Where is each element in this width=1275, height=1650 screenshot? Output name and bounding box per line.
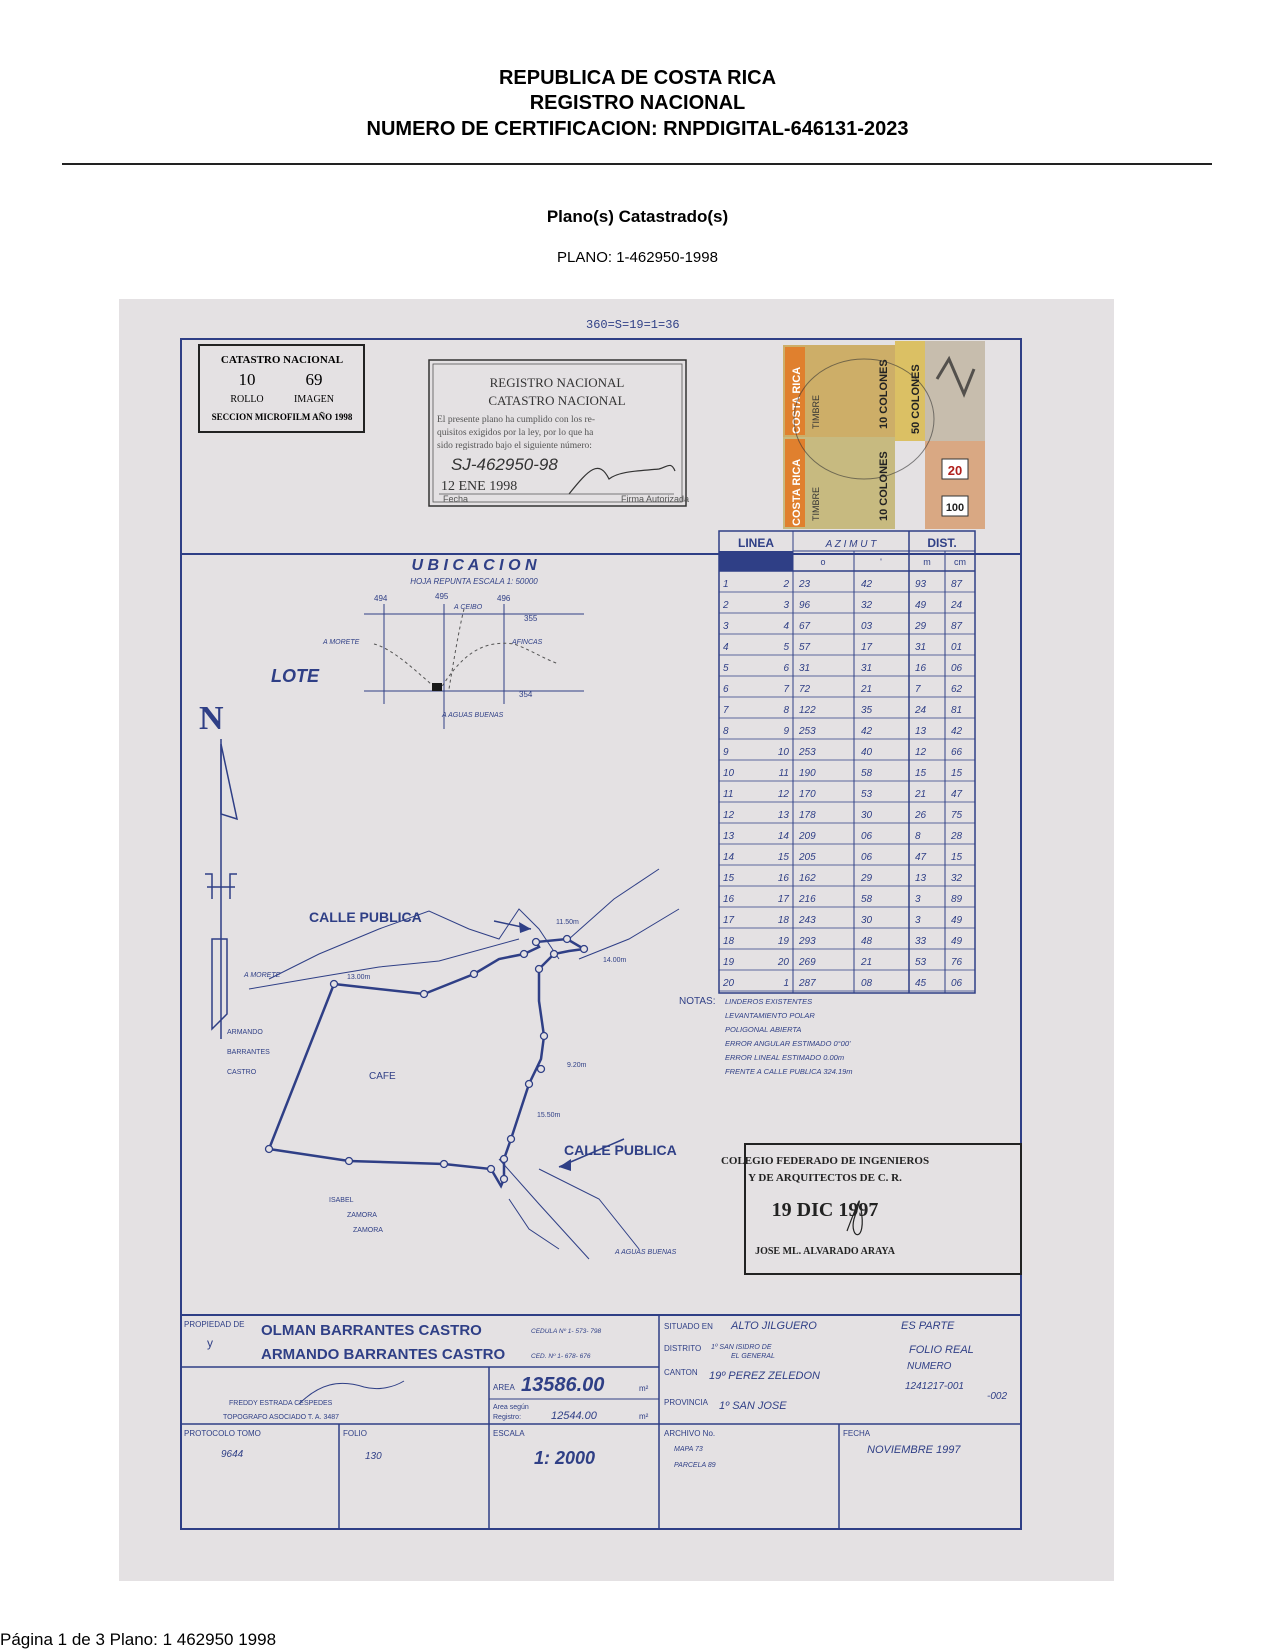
table-cell-to: 9 — [783, 726, 789, 737]
stamp-ten-colones-2: 10 COLONES — [878, 451, 890, 521]
owner-2: ARMANDO BARRANTES CASTRO — [261, 1346, 506, 1363]
stamp-costa-rica-2: COSTA RICA — [791, 458, 803, 526]
stamp-timbre-2: TIMBRE — [811, 486, 821, 521]
table-cell-from: 10 — [723, 768, 735, 779]
table-cell-m: 33 — [915, 936, 927, 947]
grid-355: 355 — [524, 614, 538, 623]
catastro-stamp — [199, 345, 364, 432]
registro-stamp — [429, 360, 689, 506]
distrito-value-1: 1º SAN ISIDRO DE — [711, 1344, 772, 1351]
info-block — [181, 1315, 1021, 1529]
table-cell-from: 15 — [723, 873, 735, 884]
table-cell-to: 17 — [777, 894, 789, 905]
table-cell-cm: 15 — [951, 768, 963, 779]
table-cell-cm: 49 — [951, 936, 963, 947]
table-cell-from: 7 — [723, 705, 729, 716]
owner-1: OLMAN BARRANTES CASTRO — [261, 1322, 482, 1339]
table-cell-to: 8 — [783, 705, 789, 716]
table-cell-cm: 75 — [951, 810, 963, 821]
table-cell-from: 14 — [723, 852, 735, 863]
archivo-value-1: MAPA 73 — [674, 1446, 703, 1453]
table-cell-from: 11 — [723, 789, 734, 800]
rollo-number: 10 — [238, 370, 256, 389]
table-cell-from: 5 — [723, 663, 729, 674]
table-cell-deg: 96 — [799, 600, 811, 611]
isabel-label-3: ZAMORA — [353, 1227, 383, 1234]
stamp-ten-colones-1: 10 COLONES — [878, 359, 890, 429]
notas-line-6: FRENTE A CALLE PUBLICA 324.19m — [725, 1067, 853, 1076]
folio-value: 130 — [365, 1451, 382, 1462]
colegio-name: JOSE ML. ALVARADO ARAYA — [755, 1246, 895, 1257]
table-cell-deg: 122 — [799, 705, 816, 716]
dist-11-50: 11.50m — [556, 919, 579, 926]
table-cell-deg: 243 — [799, 915, 816, 926]
es-parte-3: NUMERO — [907, 1361, 952, 1372]
table-cell-min: 06 — [861, 852, 873, 863]
table-cell-min: 03 — [861, 621, 873, 632]
area-registro-unit: m² — [639, 1412, 649, 1421]
table-cell-m: 93 — [915, 579, 927, 590]
page-footer: Página 1 de 3 Plano: 1 462950 1998 — [0, 1630, 277, 1649]
table-cell-m: 31 — [915, 642, 927, 653]
calle-publica-south: CALLE PUBLICA — [564, 1142, 677, 1158]
table-cell-min: 06 — [861, 831, 873, 842]
table-cell-min: 32 — [861, 600, 873, 611]
registro-firma-label: Firma Autorizada — [621, 494, 690, 504]
table-cell-deg: 72 — [799, 684, 811, 695]
table-cell-deg: 209 — [799, 831, 816, 842]
canton-label: CANTON — [664, 1368, 698, 1377]
es-parte-4: 1241217-001 — [905, 1381, 964, 1392]
table-cell-from: 1 — [723, 579, 729, 590]
table-cell-cm: 76 — [951, 957, 963, 968]
isabel-label-2: ZAMORA — [347, 1212, 377, 1219]
ubicacion-ceibo: A CEIBO — [454, 604, 483, 611]
distrito-label: DISTRITO — [664, 1344, 702, 1353]
escala-value: 1: 2000 — [534, 1448, 596, 1468]
table-cell-cm: 06 — [951, 978, 963, 989]
provincia-label: PROVINCIA — [664, 1398, 709, 1407]
table-cell-min: 40 — [861, 747, 873, 758]
table-cell-from: 6 — [723, 684, 729, 695]
table-cell-deg: 57 — [799, 642, 811, 653]
archivo-value-2: PARCELA 89 — [674, 1462, 716, 1469]
table-cell-m: 13 — [915, 873, 927, 884]
fecha-label: FECHA — [843, 1429, 871, 1438]
table-cell-min: 30 — [861, 810, 873, 821]
table-cell-m: 16 — [915, 663, 927, 674]
rollo-label: ROLLO — [230, 394, 264, 405]
situado-value: ALTO JILGUERO — [731, 1320, 817, 1332]
protocolo-value: 9644 — [221, 1449, 244, 1460]
ubicacion-hoja: HOJA REPUNTA ESCALA 1: 50000 — [410, 577, 538, 586]
table-cell-m: 26 — [915, 810, 927, 821]
table-cell-m: 13 — [915, 726, 927, 737]
table-header-cm: cm — [954, 557, 966, 567]
registro-text-1: El presente plano ha cumplido con los re- — [437, 415, 596, 425]
header-line-2: REGISTRO NACIONAL — [529, 92, 746, 114]
table-cell-deg: 67 — [799, 621, 811, 632]
provincia-value: 1º SAN JOSE — [719, 1400, 787, 1412]
table-cell-m: 8 — [915, 831, 921, 842]
situado-label: SITUADO EN — [664, 1322, 713, 1331]
table-header-dist: DIST. — [927, 536, 957, 550]
ubicacion-map — [271, 557, 584, 729]
header-divider — [62, 163, 1212, 165]
dist-13-00: 13.00m — [347, 974, 371, 981]
parcel-drawing — [227, 869, 679, 1259]
table-cell-to: 14 — [777, 831, 789, 842]
stamp-costa-rica-1: COSTA RICA — [791, 366, 803, 434]
table-cell-deg: 178 — [799, 810, 816, 821]
table-cell-deg: 162 — [799, 873, 816, 884]
table-cell-deg: 269 — [799, 957, 816, 968]
table-cell-deg: 205 — [799, 852, 816, 863]
table-cell-from: 12 — [723, 810, 735, 821]
dist-14-00: 14.00m — [603, 957, 627, 964]
fiscal-stamps — [783, 341, 985, 529]
armando-label-1: ARMANDO — [227, 1029, 263, 1036]
table-cell-to: 15 — [777, 852, 789, 863]
ubicacion-fincas: AFINCAS — [512, 639, 543, 646]
imagen-label: IMAGEN — [294, 394, 334, 405]
table-cell-to: 16 — [777, 873, 789, 884]
table-cell-cm: 66 — [951, 747, 963, 758]
notas-line-2: LEVANTAMIENTO POLAR — [725, 1011, 815, 1020]
topografo-name: FREDDY ESTRADA CESPEDES — [229, 1400, 333, 1407]
header-line-1: REPUBLICA DE COSTA RICA — [498, 67, 777, 89]
lote-label: LOTE — [271, 666, 319, 686]
table-header-azimut: A Z I M U T — [825, 539, 877, 550]
table-cell-deg: 253 — [799, 747, 816, 758]
table-cell-to: 3 — [783, 600, 789, 611]
top-code: 360=S=19=1=36 — [586, 318, 680, 332]
north-arrow — [199, 700, 237, 1039]
es-parte-5: -002 — [987, 1391, 1008, 1402]
folio-label: FOLIO — [343, 1429, 368, 1438]
area-unit: m² — [639, 1384, 649, 1393]
table-cell-m: 24 — [915, 705, 927, 716]
es-parte-2: FOLIO REAL — [909, 1344, 974, 1356]
isabel-label-1: ISABEL — [329, 1197, 354, 1204]
table-cell-cm: 28 — [951, 831, 963, 842]
table-cell-to: 12 — [777, 789, 789, 800]
table-cell-from: 20 — [723, 978, 735, 989]
table-cell-min: 48 — [861, 936, 873, 947]
table-header-linea: LINEA — [738, 536, 774, 550]
table-cell-from: 3 — [723, 621, 729, 632]
table-cell-to: 18 — [777, 915, 789, 926]
table-cell-cm: 24 — [951, 600, 963, 611]
table-cell-from: 19 — [723, 957, 735, 968]
notas-label: NOTAS: — [679, 996, 716, 1007]
table-cell-cm: 42 — [951, 726, 963, 737]
table-cell-cm: 62 — [951, 684, 963, 695]
grid-495: 495 — [435, 592, 449, 601]
table-cell-min: 29 — [861, 873, 873, 884]
table-cell-from: 18 — [723, 936, 735, 947]
table-cell-min: 53 — [861, 789, 873, 800]
archivo-label: ARCHIVO No. — [664, 1429, 716, 1438]
stamp-hundred: 100 — [945, 502, 965, 514]
registro-number: SJ-462950-98 — [451, 455, 558, 474]
table-cell-to: 20 — [777, 957, 789, 968]
colegio-stamp — [721, 1144, 1021, 1274]
table-cell-deg: 190 — [799, 768, 816, 779]
dist-9-20: 9.20m — [567, 1062, 587, 1069]
table-header-min: ' — [880, 557, 882, 567]
table-cell-m: 3 — [915, 915, 921, 926]
area-value: 13586.00 — [521, 1374, 605, 1396]
notas-line-1: LINDEROS EXISTENTES — [725, 997, 813, 1006]
table-header-m: m — [923, 557, 931, 567]
registro-text-3: sido registrado bajo el siguiente número: — [437, 441, 592, 451]
propiedad-label: PROPIEDAD DE — [184, 1320, 245, 1329]
table-cell-cm: 49 — [951, 915, 963, 926]
distrito-value-2: EL GENERAL — [731, 1353, 775, 1360]
table-cell-cm: 47 — [951, 789, 963, 800]
cedula-2: CED. Nº 1- 678- 676 — [531, 1353, 591, 1360]
table-cell-to: 5 — [783, 642, 789, 653]
grid-354: 354 — [519, 690, 533, 699]
registro-text-2: quisitos exigidos por la ley, por lo que ha — [437, 428, 594, 438]
grid-496: 496 — [497, 594, 511, 603]
armando-label-2: BARRANTES — [227, 1049, 270, 1056]
registro-line-2: CATASTRO NACIONAL — [488, 393, 626, 408]
table-cell-m: 3 — [915, 894, 921, 905]
table-header-deg: o — [820, 557, 826, 567]
table-cell-min: 35 — [861, 705, 873, 716]
registro-line-1: REGISTRO NACIONAL — [489, 375, 625, 390]
colegio-date: 19 DIC 1997 — [771, 1199, 879, 1221]
table-cell-cm: 15 — [951, 852, 963, 863]
notas-line-5: ERROR LINEAL ESTIMADO 0.00m — [725, 1053, 845, 1062]
table-cell-min: 30 — [861, 915, 873, 926]
table-cell-min: 42 — [861, 579, 873, 590]
area-label: AREA — [493, 1383, 515, 1392]
ubicacion-aguas: A AGUAS BUENAS — [442, 712, 504, 719]
table-cell-min: 58 — [861, 894, 873, 905]
table-cell-m: 15 — [915, 768, 927, 779]
area-registro-label-1: Area según — [493, 1404, 529, 1411]
table-cell-deg: 170 — [799, 789, 816, 800]
lote-marker — [432, 683, 442, 691]
table-cell-min: 08 — [861, 978, 873, 989]
table-cell-m: 49 — [915, 600, 927, 611]
registro-fecha-label: Fecha — [443, 494, 469, 504]
area-registro-label-2: Registro: — [493, 1414, 522, 1421]
table-cell-to: 2 — [783, 579, 789, 590]
a-aguas-buenas-label: A AGUAS BUENAS — [615, 1249, 677, 1256]
azimut-table — [719, 531, 975, 993]
table-cell-to: 11 — [778, 768, 789, 779]
registro-date: 12 ENE 1998 — [441, 479, 518, 494]
table-cell-min: 21 — [861, 957, 873, 968]
cafe-label: CAFE — [369, 1071, 396, 1082]
topografo-title: TOPOGRAFO ASOCIADO T. A. 3487 — [223, 1414, 340, 1421]
table-cell-cm: 06 — [951, 663, 963, 674]
calle-publica-north: CALLE PUBLICA — [309, 909, 422, 925]
table-cell-min: 17 — [861, 642, 873, 653]
escala-label: ESCALA — [493, 1429, 525, 1438]
table-cell-cm: 87 — [951, 579, 963, 590]
notas-block — [679, 996, 853, 1076]
plano-drawing — [119, 299, 1114, 1581]
dist-15-50: 15.50m — [537, 1112, 561, 1119]
table-cell-from: 9 — [723, 747, 729, 758]
table-cell-to: 19 — [777, 936, 789, 947]
table-cell-from: 4 — [723, 642, 729, 653]
table-cell-from: 2 — [723, 600, 729, 611]
table-cell-to: 6 — [783, 663, 789, 674]
north-label: N — [199, 700, 224, 737]
stamp-fifty-colones: 50 COLONES — [910, 364, 922, 434]
table-cell-cm: 87 — [951, 621, 963, 632]
table-cell-from: 16 — [723, 894, 735, 905]
imagen-number: 69 — [305, 370, 323, 389]
table-cell-min: 58 — [861, 768, 873, 779]
table-cell-from: 8 — [723, 726, 729, 737]
table-cell-to: 7 — [783, 684, 789, 695]
table-cell-deg: 216 — [799, 894, 816, 905]
notas-line-4: ERROR ANGULAR ESTIMADO 0°00' — [725, 1039, 851, 1048]
plano-label: PLANO: 1-462950-1998 — [557, 249, 718, 266]
table-cell-to: 10 — [777, 747, 789, 758]
table-cell-cm: 32 — [951, 873, 963, 884]
table-cell-min: 42 — [861, 726, 873, 737]
stamp-timbre-1: TIMBRE — [811, 394, 821, 429]
table-cell-cm: 81 — [951, 705, 963, 716]
microfilm-section: SECCION MICROFILM AÑO 1998 — [211, 412, 353, 422]
armando-label-3: CASTRO — [227, 1069, 257, 1076]
ubicacion-title: U B I C A C I O N — [411, 557, 537, 574]
propiedad-y: y — [207, 1336, 213, 1350]
catastro-title: CATASTRO NACIONAL — [220, 354, 344, 366]
header-line-3: NUMERO DE CERTIFICACION: RNPDIGITAL-646131-2023 — [366, 118, 909, 140]
notas-line-3: POLIGONAL ABIERTA — [725, 1025, 802, 1034]
ubicacion-morete: A MORETE — [323, 639, 360, 646]
table-cell-m: 47 — [915, 852, 927, 863]
table-cell-deg: 253 — [799, 726, 816, 737]
table-cell-cm: 01 — [951, 642, 963, 653]
colegio-line-2: Y DE ARQUITECTOS DE C. R. — [748, 1172, 902, 1184]
table-cell-min: 31 — [861, 663, 873, 674]
colegio-line-1: COLEGIO FEDERADO DE INGENIEROS — [720, 1155, 930, 1167]
table-cell-m: 45 — [915, 978, 927, 989]
table-cell-deg: 23 — [799, 579, 811, 590]
table-cell-from: 13 — [723, 831, 735, 842]
section-title: Plano(s) Catastrado(s) — [546, 207, 729, 226]
table-cell-m: 12 — [915, 747, 927, 758]
table-cell-m: 21 — [915, 789, 927, 800]
table-cell-to: 4 — [783, 621, 789, 632]
table-cell-deg: 287 — [799, 978, 816, 989]
table-cell-m: 53 — [915, 957, 927, 968]
area-registro-value: 12544.00 — [551, 1410, 597, 1422]
table-cell-to: 1 — [783, 978, 789, 989]
table-cell-from: 17 — [723, 915, 735, 926]
table-cell-cm: 89 — [951, 894, 963, 905]
table-cell-min: 21 — [861, 684, 873, 695]
cedula-1: CEDULA Nº 1- 573- 798 — [531, 1328, 602, 1335]
canton-value: 19º PEREZ ZELEDON — [709, 1370, 820, 1382]
fecha-value: NOVIEMBRE 1997 — [867, 1444, 961, 1456]
es-parte-1: ES PARTE — [901, 1320, 955, 1332]
registro-signature — [569, 465, 675, 494]
grid-494: 494 — [374, 594, 388, 603]
table-cell-deg: 293 — [799, 936, 816, 947]
protocolo-label: PROTOCOLO TOMO — [184, 1429, 261, 1438]
table-cell-m: 29 — [915, 621, 927, 632]
plano-sheet — [119, 299, 1114, 1581]
stamp-twenty: 20 — [947, 463, 963, 478]
table-cell-to: 13 — [777, 810, 789, 821]
a-morete-label: A MORETE — [244, 972, 281, 979]
table-cell-deg: 31 — [799, 663, 811, 674]
table-cell-m: 7 — [915, 684, 921, 695]
